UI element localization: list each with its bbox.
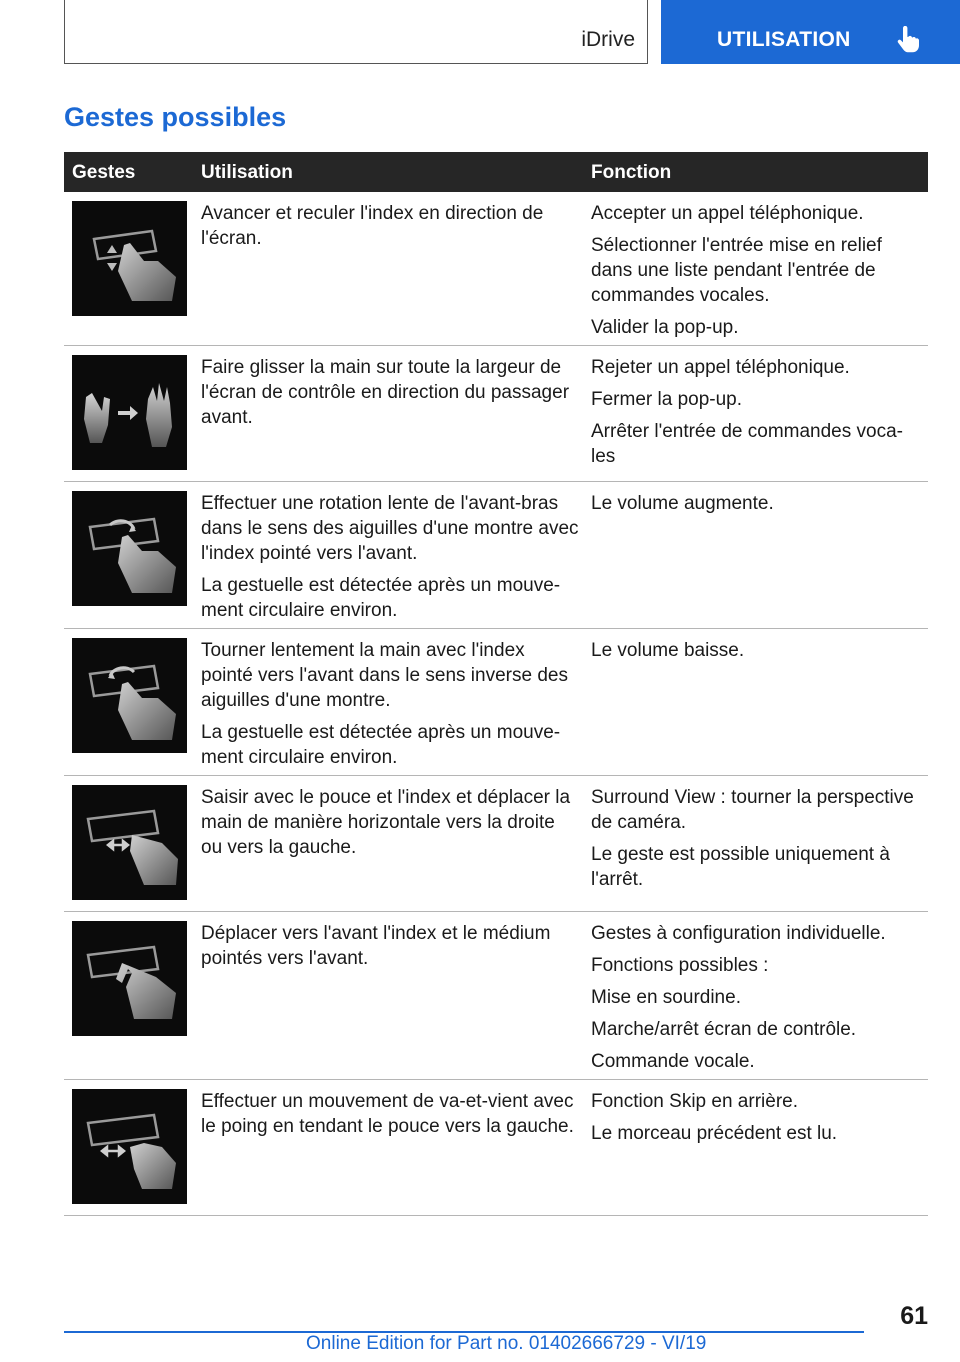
function-text: Sélectionner l'entrée mise en relief dans une liste pendant l'entrée de commandes vocales. xyxy=(591,235,882,306)
usage-text: Tourner lentement la main avec l'index pointé vers l'avant dans le sens inverse des aiguilles d'une montre. xyxy=(201,640,568,711)
function-text: Fermer la pop-up. xyxy=(591,389,743,410)
function-text: Fonctions possibles : xyxy=(591,955,769,976)
column-header-gestes: Gestes xyxy=(72,162,136,183)
usage-text: Effectuer une rotation lente de l'avant-bras dans le sens des aiguilles d'une montre avec l'index pointé vers l'avant. xyxy=(201,493,579,564)
function-text: Valider la pop-up. xyxy=(591,317,739,338)
usage-text: Saisir avec le pouce et l'index et déplacer la main de manière horizontale vers la droite ou vers la gauche. xyxy=(201,787,571,858)
function-text: Le geste est possible uniquement à l'arrêt. xyxy=(591,844,890,890)
function-text: Accepter un appel téléphonique. xyxy=(591,203,864,224)
function-text: Mise en sourdine. xyxy=(591,987,741,1008)
function-text: Gestes à configuration individuelle. xyxy=(591,923,886,944)
hand-swipe-gesture-icon xyxy=(72,355,187,470)
table-row xyxy=(64,1080,928,1216)
table-row xyxy=(64,629,928,776)
footer-edition: Online Edition for Part no. 01402666729 - VI/19 xyxy=(306,1333,707,1354)
header-chapter-box xyxy=(661,0,960,64)
header-section-label: iDrive xyxy=(581,28,635,51)
function-text: Le volume baisse. xyxy=(591,640,745,661)
usage-text: La gestuelle est détectée après un mouve-ment circulaire environ. xyxy=(201,575,561,621)
header-section-box xyxy=(64,0,648,64)
function-text: Surround View : tourner la perspective de caméra. xyxy=(591,787,914,833)
function-text: Arrêter l'entrée de commandes voca-les xyxy=(591,421,903,467)
pinch-move-gesture-icon xyxy=(72,785,187,900)
function-text: Marche/arrêt écran de contrôle. xyxy=(591,1019,857,1040)
table-row xyxy=(64,192,928,346)
function-text: Le morceau précédent est lu. xyxy=(591,1123,838,1144)
fist-swipe-gesture-icon xyxy=(72,1089,187,1204)
page-title: Gestes possibles xyxy=(64,102,287,132)
usage-text: Avancer et reculer l'index en direction de l'écran. xyxy=(201,203,544,249)
finger-push-gesture-icon xyxy=(72,201,187,316)
table-row xyxy=(64,346,928,482)
usage-text: Faire glisser la main sur toute la largeur de l'écran de contrôle en direction du passager avant. xyxy=(201,357,570,428)
pointing-hand-icon xyxy=(895,26,921,54)
usage-text: Effectuer un mouvement de va-et-vient avec le poing en tendant le pouce vers la gauche. xyxy=(201,1091,574,1137)
table-header xyxy=(64,152,928,192)
column-header-fonction: Fonction xyxy=(591,162,672,183)
function-text: Fonction Skip en arrière. xyxy=(591,1091,798,1112)
header-chapter-label: UTILISATION xyxy=(717,28,851,51)
table-row xyxy=(64,776,928,912)
column-header-utilisation: Utilisation xyxy=(201,162,293,183)
rotate-clockwise-gesture-icon xyxy=(72,491,187,606)
rotate-counterclockwise-gesture-icon xyxy=(72,638,187,753)
usage-text: La gestuelle est détectée après un mouve-ment circulaire environ. xyxy=(201,722,561,768)
function-text: Le volume augmente. xyxy=(591,493,774,514)
two-finger-push-gesture-icon xyxy=(72,921,187,1036)
page-number: 61 xyxy=(900,1302,928,1330)
usage-text: Déplacer vers l'avant l'index et le médium pointés vers l'avant. xyxy=(201,923,551,969)
table-row xyxy=(64,482,928,629)
function-text: Rejeter un appel téléphonique. xyxy=(591,357,850,378)
table-row xyxy=(64,912,928,1080)
function-text: Commande vocale. xyxy=(591,1051,755,1072)
